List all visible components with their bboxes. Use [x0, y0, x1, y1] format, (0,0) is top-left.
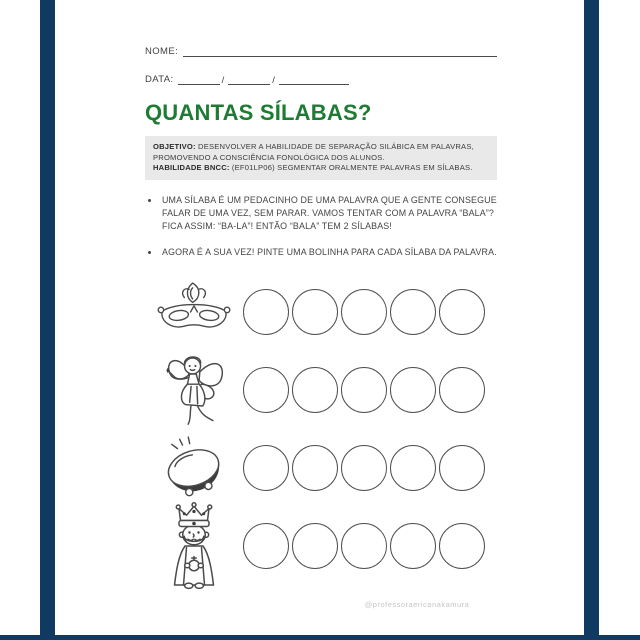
instruction-item-syllable-explanation: • UMA SÍLABA É UM PEDACINHO DE UMA PALAVRA QUE A GENTE CONSEGUE FALAR DE UMA VEZ, SEM PARAR. VAMOS TENTAR COM A PALAVRA “BALA”? FICA ASSIM: “BA-LA”! ENTÃO “BALA” TEM 2 SÍLABAS! [160, 194, 497, 233]
carnival-mask-icon [145, 281, 243, 343]
bncc-line [153, 163, 489, 174]
date-year-blank[interactable] [279, 74, 349, 85]
bncc-label: HABILIDADE BNCC: [153, 163, 230, 173]
syllable-circle[interactable] [243, 445, 289, 491]
activity-rows [145, 273, 497, 585]
bottom-border-bar [0, 635, 640, 640]
syllable-circle[interactable] [390, 367, 436, 413]
bncc-text: (EF01LP06) SEGMENTAR ORALMENTE PALAVRAS EM SÍLABAS. [231, 163, 473, 173]
name-blank-line[interactable] [183, 45, 497, 57]
objective-text: DESENVOLVER A HABILIDADE DE SEPARAÇÃO SILÁBICA EM PALAVRAS, PROMOVENDO A CONSCIÊNCIA FONOLÓGICA DOS ALUNOS. [153, 142, 474, 162]
name-label: NOME: [145, 45, 179, 57]
date-separator: / [272, 74, 275, 86]
page-title: QUANTAS SÍLABAS? [145, 100, 372, 125]
tambourine-icon [145, 435, 243, 501]
date-label: DATA: [145, 73, 174, 85]
syllable-row-king [145, 507, 497, 585]
name-field [145, 45, 497, 57]
syllable-circle[interactable] [243, 367, 289, 413]
syllable-circle[interactable] [292, 289, 338, 335]
instructions-list [145, 194, 497, 259]
objective-line [153, 142, 489, 163]
syllable-circles [243, 289, 485, 335]
date-day-blank[interactable] [178, 74, 220, 85]
date-month-blank[interactable] [228, 74, 270, 85]
syllable-circle[interactable] [439, 445, 485, 491]
syllable-circles [243, 523, 485, 569]
fairy-icon [145, 350, 243, 430]
syllable-circle[interactable] [390, 289, 436, 335]
syllable-circle[interactable] [292, 367, 338, 413]
syllable-circle[interactable] [390, 445, 436, 491]
right-border-stripe [584, 0, 599, 640]
syllable-circle[interactable] [243, 523, 289, 569]
date-field [145, 74, 497, 85]
syllable-circle[interactable] [439, 367, 485, 413]
syllable-circle[interactable] [341, 523, 387, 569]
syllable-circles [243, 445, 485, 491]
syllable-circle[interactable] [390, 523, 436, 569]
worksheet-content [145, 45, 497, 585]
syllable-row-tambourine [145, 429, 497, 507]
syllable-circle[interactable] [292, 523, 338, 569]
syllable-row-mask [145, 273, 497, 351]
objective-box [145, 136, 497, 180]
syllable-row-fairy [145, 351, 497, 429]
syllable-circle[interactable] [243, 289, 289, 335]
syllable-circle[interactable] [341, 367, 387, 413]
syllable-circles [243, 367, 485, 413]
left-border-stripe [40, 0, 55, 640]
objective-label: OBJETIVO: [153, 142, 196, 151]
syllable-circle[interactable] [341, 445, 387, 491]
syllable-circle[interactable] [439, 289, 485, 335]
watermark-credit: @professoraericanakamura [364, 600, 470, 609]
date-separator: / [221, 74, 225, 86]
instruction-item-task: • AGORA É A SUA VEZ! PINTE UMA BOLINHA PARA CADA SÍLABA DA PALAVRA. [160, 246, 497, 259]
syllable-circle[interactable] [292, 445, 338, 491]
syllable-circle[interactable] [341, 289, 387, 335]
syllable-circle[interactable] [439, 523, 485, 569]
king-icon [145, 500, 243, 592]
